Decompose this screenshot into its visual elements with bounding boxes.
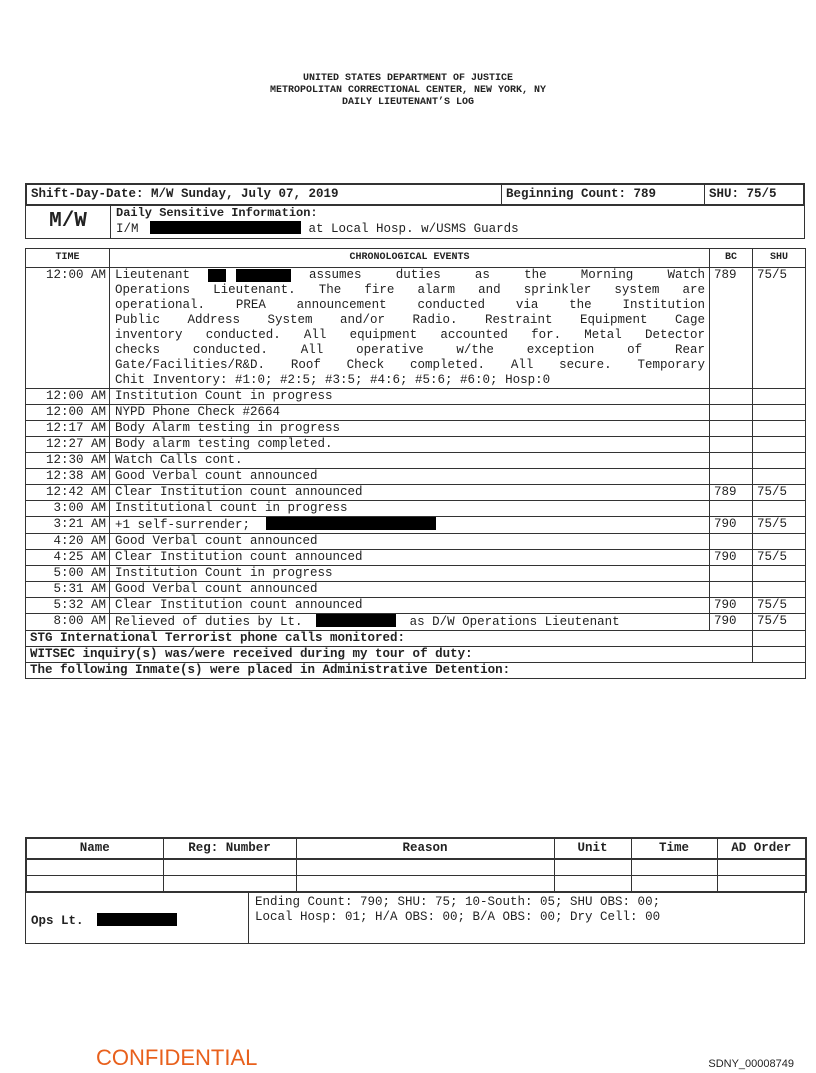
col-unit: Unit: [554, 838, 631, 859]
sensitive-info-box: [25, 204, 805, 239]
col-time: TIME: [26, 249, 110, 268]
first-line-text: assumes duties as the Morning Watch: [309, 268, 705, 282]
sensitive-suffix: at Local Hosp. w/USMS Guards: [308, 222, 519, 236]
stg-notice: STG International Terrorist phone calls monitored:: [26, 631, 753, 647]
log-event: Good Verbal count announced: [110, 582, 710, 598]
log-row: [26, 469, 806, 485]
col-events: CHRONOLOGICAL EVENTS: [110, 249, 710, 268]
log-time: 8:00 AM: [26, 614, 110, 631]
event-line: inventory conducted. All equipment accounted for. Metal Detector: [115, 328, 705, 342]
header-log-title: DAILY LIEUTENANT’S LOG: [341, 97, 475, 108]
redaction-bar: [316, 614, 396, 627]
log-shu: 75/5: [753, 550, 806, 566]
log-time: 3:00 AM: [26, 501, 110, 517]
log-shu: [753, 582, 806, 598]
detention-header-row: [26, 838, 806, 859]
log-bc: 790: [710, 614, 753, 631]
col-reason: Reason: [296, 838, 554, 859]
log-event: [110, 517, 710, 534]
log-row: [26, 437, 806, 453]
log-bc: 790: [710, 550, 753, 566]
log-event: Institution Count in progress: [110, 389, 710, 405]
redaction-bar: [208, 269, 226, 282]
log-time: 12:00 AM: [26, 405, 110, 421]
log-row: [26, 453, 806, 469]
log-shu: 75/5: [753, 517, 806, 534]
event-text: Relieved of duties by Lt.: [115, 615, 303, 629]
log-bc: [710, 534, 753, 550]
log-event: [110, 614, 710, 631]
log-event: Clear Institution count announced: [110, 550, 710, 566]
shu-count: SHU: 75/5: [705, 184, 805, 205]
stg-value: [753, 631, 806, 647]
log-event: Good Verbal count announced: [110, 534, 710, 550]
col-bc: BC: [710, 249, 753, 268]
sensitive-info-label: Daily Sensitive Information:: [116, 206, 318, 220]
log-time: 5:31 AM: [26, 582, 110, 598]
log-shu: [753, 469, 806, 485]
stg-row: [26, 631, 806, 647]
log-time: 5:32 AM: [26, 598, 110, 614]
log-bc: 790: [710, 598, 753, 614]
log-shu: [753, 534, 806, 550]
log-row: [26, 421, 806, 437]
event-line: Chit Inventory: #1:0; #2:5; #3:5; #4:6; #5:6; #6:0; Hosp:0: [115, 373, 551, 387]
sensitive-prefix: I/M: [116, 222, 139, 236]
event-line: Operations Lieutenant. The fire alarm and sprinkler system are: [115, 283, 705, 297]
ops-lt-label: Ops Lt.: [31, 914, 84, 928]
log-row: [26, 485, 806, 501]
witsec-row: [26, 647, 806, 663]
log-shu: 75/5: [753, 268, 806, 389]
bates-number: SDNY_00008749: [708, 1058, 794, 1070]
header-facility: METROPOLITAN CORRECTIONAL CENTER, NEW YORK, NY: [269, 85, 547, 96]
event-line: checks conducted. All operative w/the exception of Rear: [115, 343, 705, 357]
log-bc: [710, 389, 753, 405]
shift-day-date: Shift-Day-Date: M/W Sunday, July 07, 2019: [31, 187, 339, 201]
log-shu: [753, 437, 806, 453]
log-bc: 790: [710, 517, 753, 534]
log-bc: [710, 566, 753, 582]
log-row: [26, 517, 806, 534]
witsec-notice: WITSEC inquiry(s) was/were received during my tour of duty:: [26, 647, 753, 663]
log-time: 12:38 AM: [26, 469, 110, 485]
log-event: NYPD Phone Check #2664: [110, 405, 710, 421]
log-event: [110, 268, 710, 389]
log-bc: [710, 405, 753, 421]
beginning-count: Beginning Count: 789: [502, 184, 705, 205]
log-time: 3:21 AM: [26, 517, 110, 534]
log-shu: 75/5: [753, 485, 806, 501]
col-reg-number: Reg: Number: [163, 838, 296, 859]
admin-row: [26, 663, 806, 679]
witsec-value: [753, 647, 806, 663]
log-time: 12:17 AM: [26, 421, 110, 437]
shift-summary-bar: [25, 183, 805, 206]
ops-lt: [31, 913, 177, 928]
event-line: Public Address System and/or Radio. Restraint Equipment Cage: [115, 313, 705, 327]
log-row: [26, 582, 806, 598]
lieutenant-word: Lieutenant: [115, 268, 191, 282]
log-row: [26, 566, 806, 582]
log-row: [26, 534, 806, 550]
confidential-stamp: CONFIDENTIAL: [96, 1045, 258, 1070]
log-time: 12:42 AM: [26, 485, 110, 501]
log-row: [26, 389, 806, 405]
log-row: [26, 405, 806, 421]
log-bc: [710, 453, 753, 469]
watch-code: M/W: [26, 204, 111, 238]
log-time: 12:00 AM: [26, 389, 110, 405]
log-bc: 789: [710, 485, 753, 501]
redaction-bar: [266, 517, 436, 530]
log-shu: [753, 453, 806, 469]
log-event: Institutional count in progress: [110, 501, 710, 517]
detention-table: [25, 837, 807, 893]
log-event: Good Verbal count announced: [110, 469, 710, 485]
log-bc: [710, 421, 753, 437]
event-line: Gate/Facilities/R&D. Roof Check completed. All secure. Temporary: [115, 358, 705, 372]
log-row: [26, 614, 806, 631]
log-bc: 789: [710, 268, 753, 389]
redaction-bar: [150, 221, 301, 234]
log-shu: 75/5: [753, 598, 806, 614]
log-event: Body alarm testing completed.: [110, 437, 710, 453]
log-time: 12:00 AM: [26, 268, 110, 389]
event-line: operational. PREA announcement conducted via the Institution: [115, 298, 705, 312]
log-shu: 75/5: [753, 614, 806, 631]
detention-empty-row: [26, 859, 806, 876]
log-row: [26, 598, 806, 614]
log-time: 12:27 AM: [26, 437, 110, 453]
redaction-bar: [97, 913, 177, 926]
log-shu: [753, 501, 806, 517]
log-time: 4:20 AM: [26, 534, 110, 550]
admin-notice: The following Inmate(s) were placed in Administrative Detention:: [26, 663, 806, 679]
log-bc: [710, 501, 753, 517]
col-ad-order: AD Order: [717, 838, 806, 859]
log-shu: [753, 421, 806, 437]
log-row: [26, 550, 806, 566]
log-event: Body Alarm testing in progress: [110, 421, 710, 437]
footer-box: [25, 892, 805, 944]
log-bc: [710, 582, 753, 598]
log-event: Clear Institution count announced: [110, 598, 710, 614]
redaction-bar: [236, 269, 291, 282]
log-shu: [753, 405, 806, 421]
log-time: 12:30 AM: [26, 453, 110, 469]
col-name: Name: [26, 838, 163, 859]
header-agency: UNITED STATES DEPARTMENT OF JUSTICE: [302, 73, 514, 84]
document-header: [0, 73, 816, 109]
ending-line-2: Local Hosp: 01; H/A OBS: 00; B/A OBS: 00; Dry Cell: 00: [255, 910, 661, 924]
log-event: Institution Count in progress: [110, 566, 710, 582]
log-shu: [753, 566, 806, 582]
log-event: Watch Calls cont.: [110, 453, 710, 469]
event-text: +1 self-surrender;: [115, 518, 251, 532]
log-shu: [753, 389, 806, 405]
log-bc: [710, 437, 753, 453]
log-time: 4:25 AM: [26, 550, 110, 566]
log-time: 5:00 AM: [26, 566, 110, 582]
log-bc: [710, 469, 753, 485]
ending-count: [255, 895, 660, 925]
log-row-first: [26, 268, 806, 389]
sensitive-info-text: [116, 221, 519, 236]
footer-divider: [248, 893, 249, 943]
detention-empty-row: [26, 876, 806, 893]
ending-line-1: Ending Count: 790; SHU: 75; 10-South: 05; SHU OBS: 00;: [255, 895, 661, 909]
first-line: [115, 268, 705, 283]
chronological-log: [25, 248, 806, 679]
col-time: Time: [631, 838, 717, 859]
log-event: Clear Institution count announced: [110, 485, 710, 501]
log-row: [26, 501, 806, 517]
event-suffix: as D/W Operations Lieutenant: [409, 615, 620, 629]
col-shu: SHU: [753, 249, 806, 268]
